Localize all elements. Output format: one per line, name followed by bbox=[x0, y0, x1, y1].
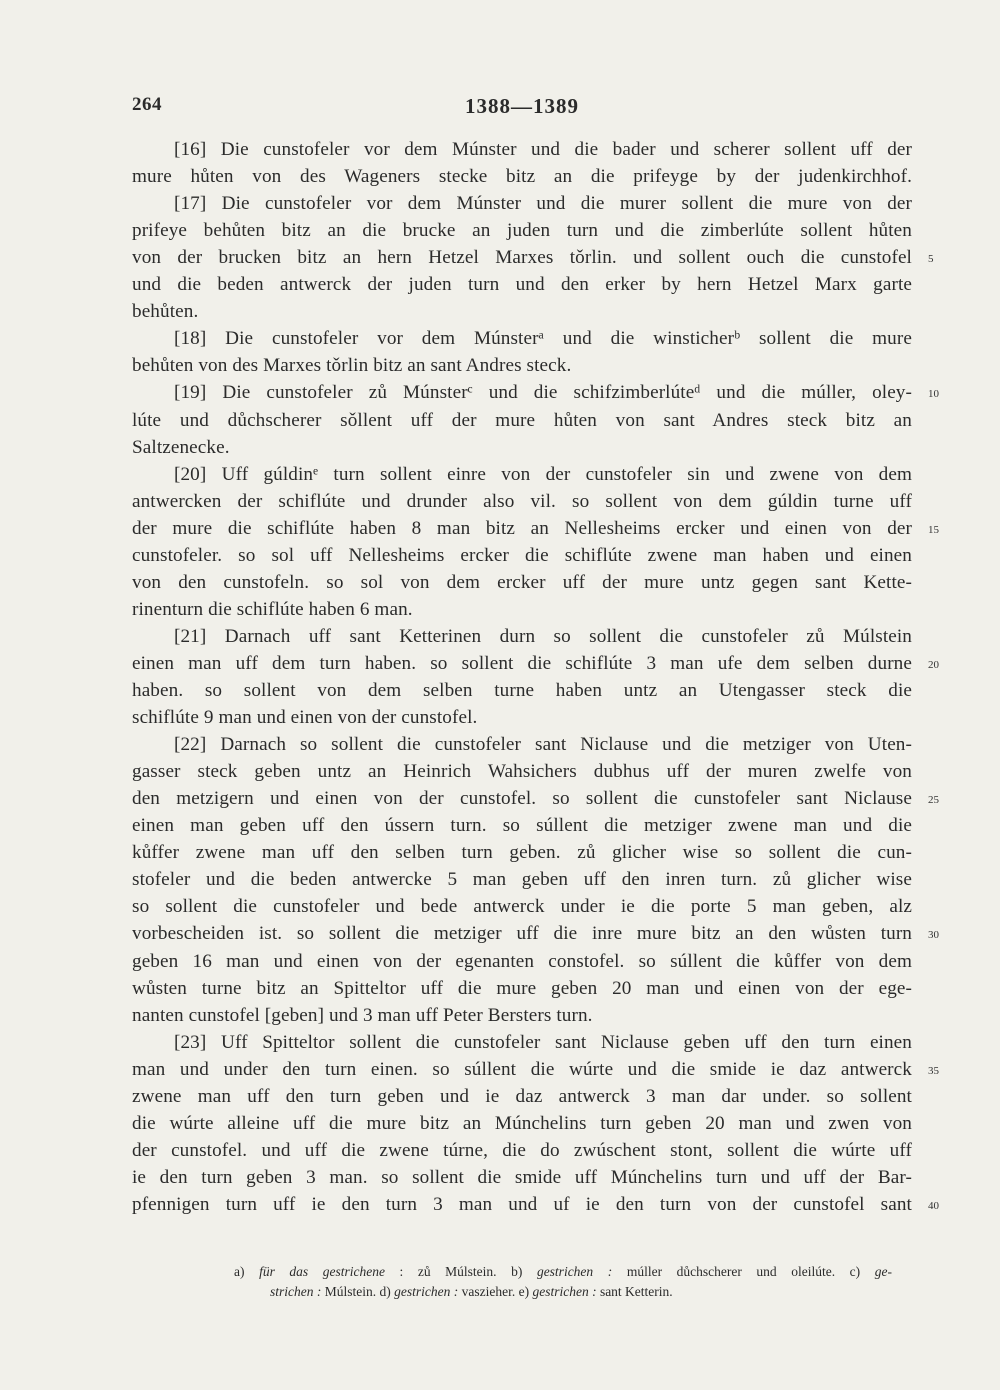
text-line: pfennigen turn uff ie den turn 3 man und uf ie den turn von der cunstofel sant bbox=[132, 1193, 912, 1215]
text-line: Saltzenecke. bbox=[132, 436, 230, 458]
text-line: der mure die schiflúte haben 8 man bitz an Nellesheims ercker und einen von der bbox=[132, 517, 912, 539]
footnote-segment: gestrichen : bbox=[536, 1264, 613, 1279]
margin-line-number: 10 bbox=[928, 388, 939, 401]
footnote-segment: gestrichen : bbox=[394, 1284, 459, 1299]
footnote-segment: gestrichen : bbox=[532, 1284, 597, 1299]
margin-line-number: 15 bbox=[928, 523, 939, 536]
text-line: haben. so sollent von dem selben turne haben untz an Utengasser steck die bbox=[132, 680, 912, 701]
text-line: rinenturn die schiflúte haben 6 man. bbox=[132, 598, 413, 620]
footnote-segment: múller důchscherer und oleilúte. c) bbox=[612, 1264, 875, 1279]
text-line: und die beden antwerck der juden turn und den erker by hern Hetzel Marx garte bbox=[132, 274, 912, 296]
text-line: der cunstofel. und uff die zwene túrne, die do zwúschent stont, sollent die wúrte uff bbox=[132, 1139, 912, 1161]
text-line: nanten cunstofel [geben] und 3 man uff Peter Bersters turn. bbox=[132, 1004, 593, 1026]
text-line: zwene man uff den turn geben und ie daz antwerck 3 man dar under. so sollent bbox=[132, 1085, 912, 1107]
running-head: 1388—1389 bbox=[465, 94, 579, 118]
text-line: wůsten turne bitz an Spitteltor uff die mure geben 20 man und einen von der ege- bbox=[132, 977, 912, 999]
text-line: [16] Die cunstofeler vor dem Múnster und die bader und scherer sollent uff der bbox=[174, 139, 912, 160]
page-header bbox=[132, 94, 912, 126]
text-line: schiflúte 9 man und einen von der cunstofel. bbox=[132, 707, 478, 729]
text-line: einen man uff dem turn haben. so sollent die schiflúte 3 man ufe dem selben durne bbox=[132, 652, 912, 674]
text-line: [21] Darnach uff sant Ketterinen durn so sollent die cunstofeler zů Múlstein bbox=[174, 625, 912, 647]
text-line: von den cunstofeln. so sol von dem ercker uff der mure untz gegen sant Kette- bbox=[132, 571, 912, 593]
margin-line-number: 40 bbox=[928, 1199, 939, 1212]
text-line: die wúrte alleine uff die mure bitz an Múnchelins turn geben 20 man und zwen von bbox=[132, 1112, 912, 1134]
text-line: den metzigern und einen von der cunstofel. so sollent die cunstofeler sant Niclause bbox=[132, 788, 912, 810]
footnote-segment: sant Ketterin. bbox=[596, 1284, 673, 1299]
text-line: [17] Die cunstofeler vor dem Múnster und die murer sollent die mure von der bbox=[174, 193, 912, 215]
footnote-segment: strichen : bbox=[270, 1284, 322, 1299]
footnote-line bbox=[270, 1282, 673, 1302]
text-line: ie den turn geben 3 man. so sollent die smide uff Múnchelins turn und uff der Bar- bbox=[132, 1166, 912, 1188]
text-line: behůten von des Marxes tǒrlin bitz an sant Andres steck. bbox=[132, 355, 572, 377]
text-line: antwercken der schiflúte und drunder also vil. so sollent von dem gúldin turne uff bbox=[132, 490, 912, 512]
text-line: vorbescheiden ist. so sollent die metziger uff die inre mure bitz an den wůsten turn bbox=[132, 923, 912, 945]
text-line: [19] Die cunstofeler zů Múnsterᶜ und die schifzimberlúteᵈ und die múller, oley- bbox=[174, 382, 912, 404]
margin-line-number: 35 bbox=[928, 1064, 939, 1077]
margin-line-number: 25 bbox=[928, 794, 939, 807]
text-line: [22] Darnach so sollent die cunstofeler sant Niclause und die metziger von Uten- bbox=[174, 734, 912, 756]
text-line: behůten. bbox=[132, 301, 199, 323]
margin-line-number: 5 bbox=[928, 253, 934, 266]
footnote-segment: Múlstein. d) bbox=[321, 1284, 395, 1299]
text-line: mure hůten von des Wageners stecke bitz an die prifeyge by der judenkirchhof. bbox=[132, 166, 912, 188]
footnote-line bbox=[234, 1262, 892, 1282]
text-line: [20] Uff gúldinᵉ turn sollent einre von der cunstofeler sin und zwene von dem bbox=[174, 463, 912, 485]
text-line: prifeye behůten bitz an die brucke an juden turn und die zimberlúte sollent hůten bbox=[132, 220, 912, 242]
text-line: stofeler und die beden antwercke 5 man geben uff den inren turn. zů glicher wise bbox=[132, 869, 912, 891]
text-line: [23] Uff Spitteltor sollent die cunstofeler sant Niclause geben uff den turn einen bbox=[174, 1031, 912, 1053]
footnote-segment: a) bbox=[234, 1264, 260, 1279]
page-number: 264 bbox=[132, 94, 162, 115]
text-line: lúte und důchscherer sǒllent uff der mure hůten von sant Andres steck bitz an bbox=[132, 409, 912, 431]
footnote-segment: : zů Múlstein. b) bbox=[384, 1264, 537, 1279]
text-line: kůffer zwene man uff den selben turn geben. zů glicher wise so sollent die cun- bbox=[132, 842, 912, 864]
text-line: einen man geben uff den ússern turn. so súllent die metziger zwene man und die bbox=[132, 815, 912, 837]
text-line: cunstofeler. so sol uff Nellesheims ercker die schiflúte zwene man haben und einen bbox=[132, 544, 912, 566]
margin-line-number: 20 bbox=[928, 658, 939, 671]
text-line: gasser steck geben untz an Heinrich Wahsichers dubhus uff der muren zwelfe von bbox=[132, 761, 912, 783]
footnote-segment: vaszieher. e) bbox=[458, 1284, 533, 1299]
text-line: [18] Die cunstofeler vor dem Múnsterᵃ und die winsticherᵇ sollent die mure bbox=[174, 328, 912, 350]
text-line: so sollent die cunstofeler und bede antwerck under ie die porte 5 man geben, alz bbox=[132, 896, 912, 918]
footnote-segment: ge- bbox=[874, 1264, 892, 1279]
margin-line-number: 30 bbox=[928, 929, 939, 942]
text-line: von der brucken bitz an hern Hetzel Marxes tǒrlin. und sollent ouch die cunstofel bbox=[132, 247, 912, 269]
text-line: man und under den turn einen. so súllent die wúrte und die smide ie daz antwerck bbox=[132, 1058, 912, 1080]
text-line: geben 16 man und einen von der egenanten constofel. so súllent die kůffer von dem bbox=[132, 950, 912, 972]
footnote-segment: für das gestrichene bbox=[259, 1264, 385, 1279]
